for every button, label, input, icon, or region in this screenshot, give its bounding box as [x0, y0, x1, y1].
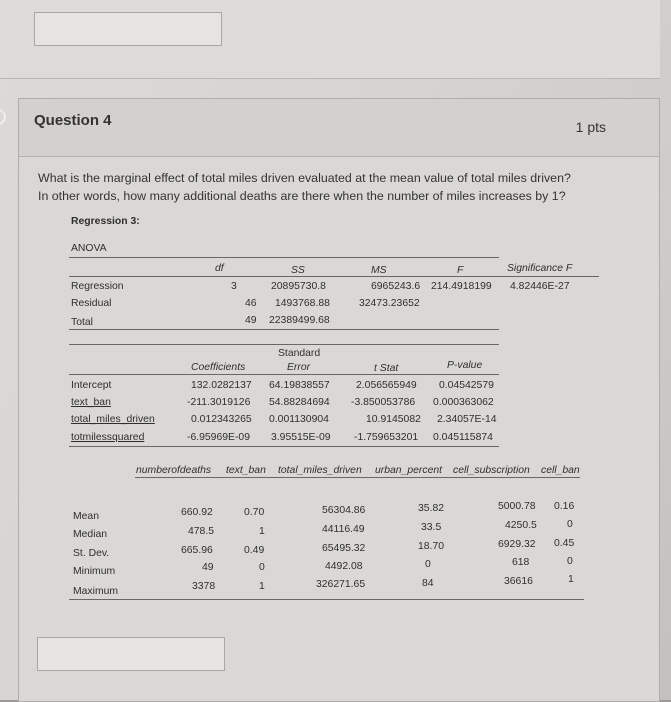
tstat-value: 2.056565949	[356, 380, 417, 391]
se-value: 64.19838557	[269, 380, 330, 391]
summary-header: numberofdeaths	[136, 465, 212, 476]
anova-label: ANOVA	[71, 243, 107, 254]
coef-value: -6.95969E-09	[187, 432, 250, 443]
coef-value: -211.3019126	[187, 397, 251, 408]
coef-row-label: total_miles_driven	[71, 414, 155, 425]
anova-bottom-rule	[69, 329, 499, 330]
coef-top-rule	[69, 344, 499, 345]
summary-header: urban_percent	[375, 465, 443, 476]
pvalue-value: 0.000363062	[433, 397, 494, 408]
summary-row-label: Median	[73, 529, 108, 540]
summary-cell: 44116.49	[322, 524, 365, 535]
coef-row-label: Intercept	[71, 380, 112, 391]
anova-df-value: 3	[231, 281, 237, 292]
summary-cell: 49	[202, 562, 214, 573]
question-text-line-1: What is the marginal effect of total miles driven evaluated at the mean value of total miles driven?	[38, 171, 571, 185]
summary-cell: 0.70	[244, 507, 265, 518]
coef-row-label: totmilessquared	[71, 432, 145, 443]
summary-cell: 618	[512, 557, 530, 568]
summary-cell: 4492.08	[325, 561, 363, 572]
anova-header-df: df	[215, 263, 224, 274]
summary-header: total_miles_driven	[278, 465, 362, 476]
summary-cell: 65495.32	[322, 543, 366, 554]
summary-cell: 36616	[504, 576, 533, 587]
summary-row-label: Mean	[73, 511, 99, 522]
summary-row-label: Minimum	[73, 566, 116, 577]
coef-header-se-bottom: Error	[287, 362, 311, 373]
question-header	[19, 99, 659, 157]
anova-ss-value: 20895730.8	[271, 281, 326, 292]
summary-cell: 0.45	[554, 538, 575, 549]
previous-answer-input[interactable]	[34, 12, 222, 46]
summary-cell: 1	[259, 526, 265, 537]
coef-row-label: text_ban	[71, 397, 111, 408]
anova-ms-value: 32473.23652	[359, 298, 420, 309]
tstat-value: -1.759653201	[354, 432, 419, 443]
summary-cell: 1	[259, 581, 265, 592]
question-title: Question 4	[34, 112, 112, 129]
coef-header-tstat: t Stat	[374, 363, 399, 374]
se-value: 0.001130904	[269, 414, 329, 425]
summary-cell: 35.82	[418, 503, 445, 514]
summary-cell: 1	[568, 574, 574, 585]
se-value: 54.88284694	[269, 397, 330, 408]
summary-cell: 0	[425, 559, 431, 570]
summary-cell: 5000.78	[498, 501, 536, 512]
anova-header-ms: MS	[371, 265, 387, 276]
summary-cell: 56304.86	[322, 505, 366, 516]
anova-header-f: F	[457, 265, 464, 276]
summary-header-rule	[135, 477, 580, 478]
summary-cell: 0	[567, 519, 573, 530]
tstat-value: -3.850053786	[351, 397, 416, 408]
anova-row-label: Regression	[71, 281, 124, 292]
summary-cell: 478.5	[188, 526, 215, 537]
anova-df-value: 46	[245, 298, 257, 309]
summary-cell: 6929.32	[498, 539, 536, 550]
summary-cell: 33.5	[421, 522, 442, 533]
summary-bottom-rule	[69, 599, 584, 600]
anova-df-value: 49	[245, 315, 257, 326]
summary-cell: 18.70	[418, 541, 445, 552]
regression-label: Regression 3:	[71, 216, 140, 227]
anova-header-significance: Significance F	[507, 263, 573, 274]
summary-row-label: St. Dev.	[73, 548, 110, 559]
tstat-value: 10.9145082	[366, 414, 421, 425]
summary-cell: 326271.65	[316, 579, 366, 590]
anova-ss-value: 1493768.88	[275, 298, 330, 309]
anova-ss-value: 22389499.68	[269, 315, 330, 326]
summary-row-label: Maximum	[73, 586, 119, 597]
coef-header-rule	[69, 374, 499, 375]
coef-value: 132.0282137	[191, 380, 252, 391]
anova-row-label: Total	[71, 317, 93, 328]
coef-header-pvalue: P-value	[447, 360, 483, 371]
question-card	[18, 98, 660, 702]
summary-header: cell_ban	[541, 465, 580, 476]
anova-header-rule	[69, 276, 599, 277]
pvalue-value: 2.34057E-14	[437, 414, 497, 425]
coef-header-coefficients: Coefficients	[191, 362, 246, 373]
summary-cell: 84	[422, 578, 434, 589]
question-points: 1 pts	[575, 119, 606, 135]
summary-cell: 665.96	[181, 545, 213, 556]
coef-value: 0.012343265	[191, 414, 252, 425]
summary-header: text_ban	[226, 465, 266, 476]
coef-header-se-top: Standard	[278, 348, 321, 359]
question-text	[38, 169, 618, 205]
anova-top-rule	[69, 257, 499, 258]
question-text-line-2: In other words, how many additional deaths are there when the number of miles increases by 1?	[38, 189, 566, 203]
anova-ms-value: 6965243.6	[371, 281, 421, 292]
summary-cell: 4250.5	[505, 520, 537, 531]
coef-bottom-rule	[69, 446, 499, 447]
summary-cell: 660.92	[181, 507, 213, 518]
summary-cell: 0.16	[554, 501, 575, 512]
answer-input[interactable]	[37, 637, 225, 671]
anova-significance-value: 4.82446E-27	[510, 281, 570, 292]
anova-header-ss: SS	[291, 265, 305, 276]
se-value: 3.95515E-09	[271, 432, 331, 443]
anova-row-label: Residual	[71, 298, 112, 309]
summary-cell: 0.49	[244, 545, 265, 556]
summary-header: cell_subscription	[453, 465, 530, 476]
summary-cell: 0	[259, 562, 265, 573]
anova-f-value: 214.4918199	[431, 281, 492, 292]
pvalue-value: 0.045115874	[433, 432, 493, 443]
summary-cell: 0	[567, 556, 573, 567]
pvalue-value: 0.04542579	[439, 380, 494, 391]
summary-cell: 3378	[192, 581, 216, 592]
